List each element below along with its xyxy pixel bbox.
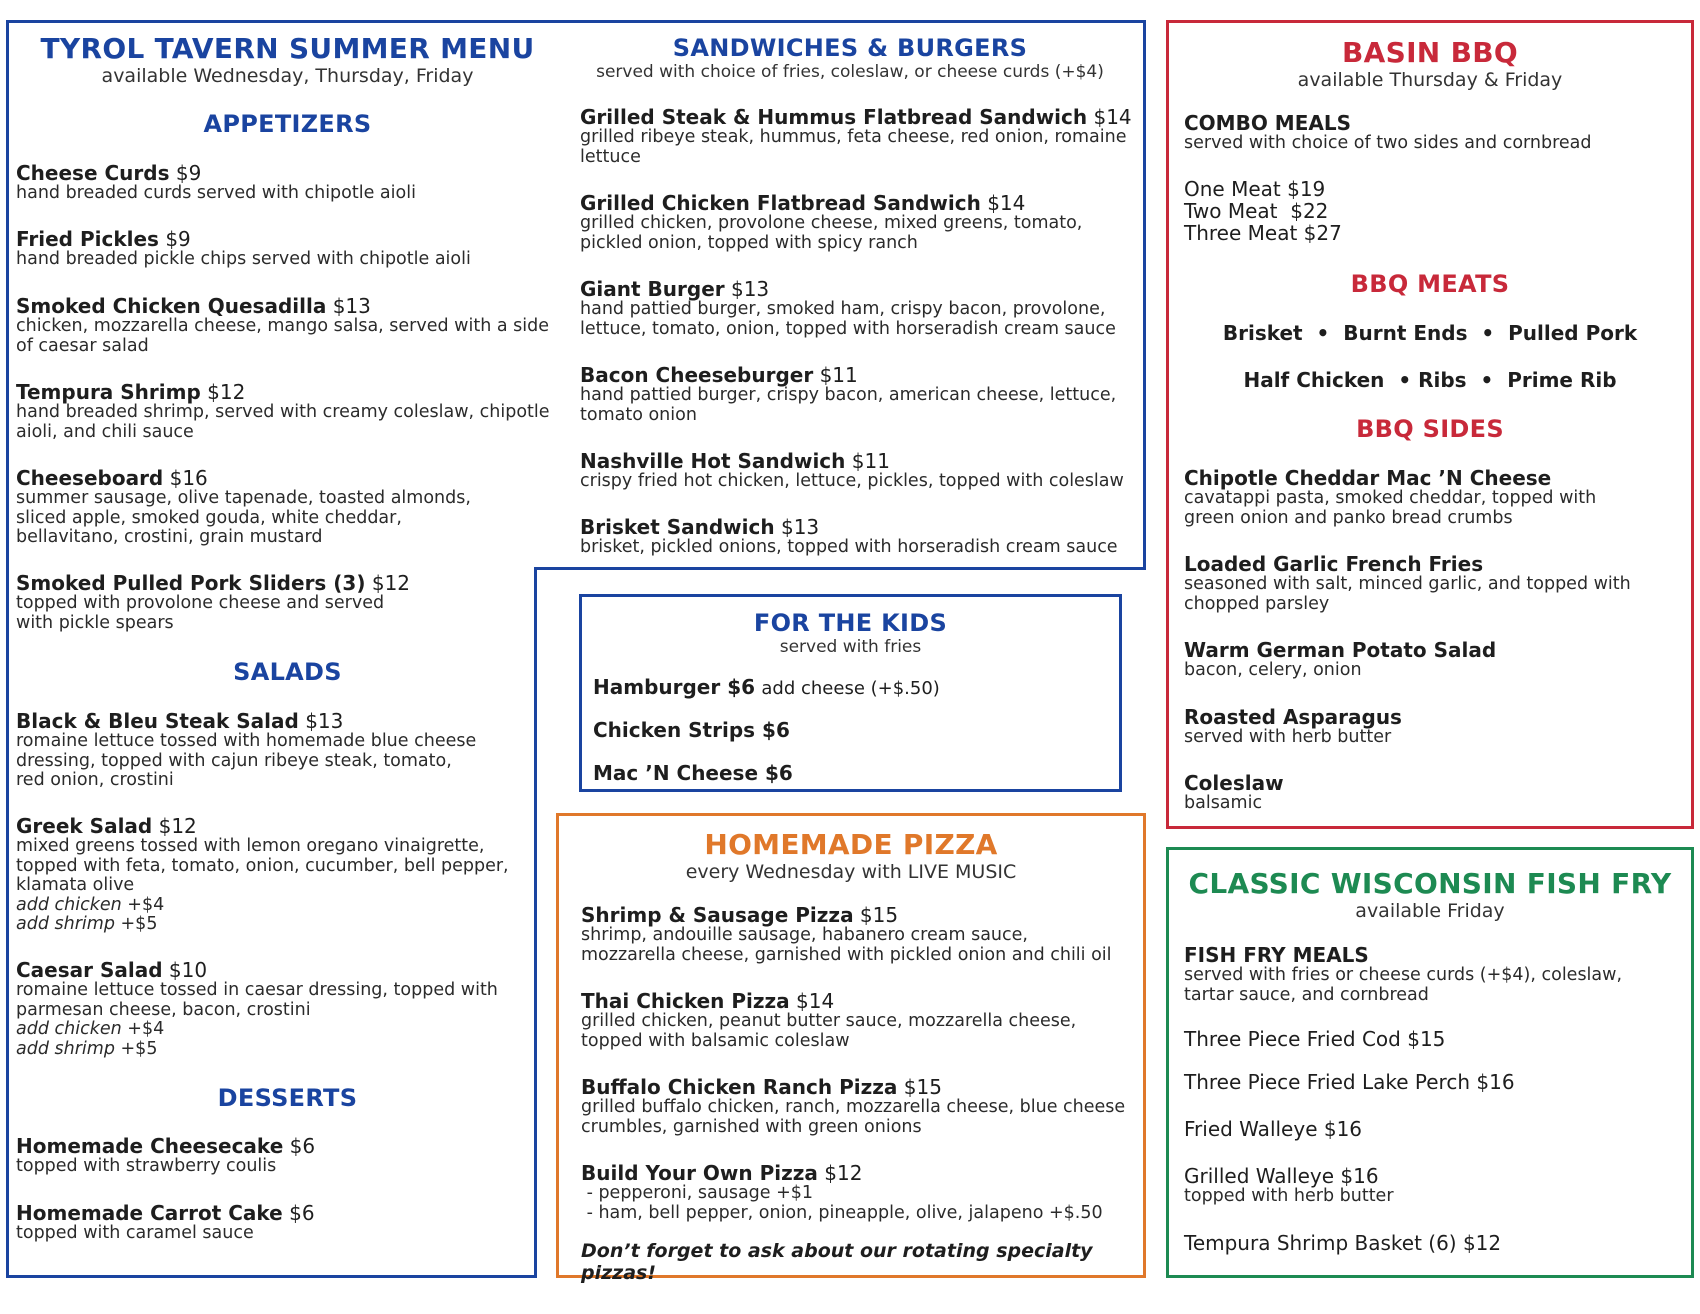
sandwiches-header — [565, 34, 1135, 82]
fishfry-meals: FISH FRY MEALS served with fries or cheese curds (+$4), coleslaw, tartar sauce, and cornbread — [1184, 943, 1623, 1005]
appetizers-heading: APPETIZERS — [203, 110, 372, 138]
menu-item: Grilled Chicken Flatbread Sandwich $14 grilled chicken, provolone cheese, mixed greens, tomato, pickled onion, topped with spicy ranch — [580, 191, 1083, 253]
menu-item: Homemade Cheesecake $6 topped with strawberry coulis — [16, 1134, 316, 1176]
menu-item: Giant Burger $13 hand pattied burger, smoked ham, crispy bacon, provolone, lettuce, tomato, onion, topped with horseradish cream sauce — [580, 277, 1116, 339]
menu-item: Caesar Salad $10 romaine lettuce tossed in caesar dressing, topped with parmesan cheese, bacon, crostini add chicken +$4 add shrimp +$5 — [16, 958, 498, 1059]
menu-item: Smoked Chicken Quesadilla $13 chicken, mozzarella cheese, mango salsa, served with a side of caesar salad — [16, 294, 549, 356]
menu-item: Chicken Strips $6 — [593, 718, 790, 742]
menu-item: Roasted Asparagus served with herb butter — [1184, 705, 1402, 747]
bbq-meats-line: Half Chicken • Ribs • Prime Rib — [1243, 368, 1617, 392]
combo-option: One Meat $19 — [1184, 177, 1326, 201]
bbq-heading: BASIN BBQ — [1342, 36, 1518, 69]
menu-item: Brisket Sandwich $13 brisket, pickled onions, topped with horseradish cream sauce — [580, 515, 1118, 557]
fishfry-item: Three Piece Fried Cod $15 — [1184, 1027, 1446, 1051]
menu-item: Hamburger $6 add cheese (+$.50) — [593, 675, 940, 699]
bbq-box — [1166, 20, 1694, 829]
fishfry-item: Three Piece Fried Lake Perch $16 — [1184, 1070, 1515, 1094]
menu-item: Black & Bleu Steak Salad $13 romaine lettuce tossed with homemade blue cheese dressing, topped with cajun ribeye steak, tomato, red onion, crostini — [16, 709, 477, 790]
fishfry-subtitle: available Friday — [1355, 900, 1505, 922]
menu-item: Coleslaw balsamic — [1184, 771, 1284, 813]
menu-subtitle: available Wednesday, Thursday, Friday — [101, 65, 474, 87]
fishfry-item: Tempura Shrimp Basket (6) $12 — [1184, 1231, 1502, 1255]
menu-item: Cheese Curds $9 hand breaded curds served with chipotle aioli — [16, 161, 416, 203]
combo-option: Three Meat $27 — [1184, 221, 1342, 245]
menu-item: Build Your Own Pizza $12 - pepperoni, sausage +$1 - ham, bell pepper, onion, pineapple, olive, jalapeno +$.50 — [581, 1161, 1103, 1223]
kids-heading: FOR THE KIDS — [753, 609, 948, 637]
sandwiches-subtitle: served with choice of fries, coleslaw, or cheese curds (+$4) — [596, 62, 1104, 82]
menu-item: Thai Chicken Pizza $14 grilled chicken, peanut butter sauce, mozzarella cheese, topped with balsamic coleslaw — [581, 989, 1077, 1051]
main-panel-border-top — [6, 20, 1146, 23]
main-panel-border-mid-horizontal — [534, 567, 1146, 570]
bbq-sides-heading: BBQ SIDES — [1356, 415, 1504, 443]
fishfry-box — [1166, 847, 1694, 1278]
menu-item: Warm German Potato Salad bacon, celery, onion — [1184, 638, 1497, 680]
menu-item: Homemade Carrot Cake $6 topped with caramel sauce — [16, 1201, 315, 1243]
menu-item: Bacon Cheeseburger $11 hand pattied burger, crispy bacon, american cheese, lettuce, tomato onion — [580, 363, 1117, 425]
main-panel-border-bottom — [6, 1275, 537, 1278]
desserts-heading: DESSERTS — [217, 1084, 358, 1112]
menu-item: Chipotle Cheddar Mac ’N Cheese cavatappi pasta, smoked cheddar, topped with green onion and panko bread crumbs — [1184, 466, 1597, 528]
menu-item: Mac ’N Cheese $6 — [593, 761, 793, 785]
fishfry-item: Fried Walleye $16 — [1184, 1117, 1363, 1141]
fishfry-heading: CLASSIC WISCONSIN FISH FRY — [1188, 867, 1672, 900]
menu-item: Tempura Shrimp $12 hand breaded shrimp, served with creamy coleslaw, chipotle aioli, and chili sauce — [16, 380, 550, 442]
combo-option: Two Meat $22 — [1184, 199, 1329, 223]
fishfry-item: Grilled Walleye $16 topped with herb butter — [1184, 1164, 1394, 1206]
menu-item: Cheeseboard $16 summer sausage, olive tapenade, toasted almonds, sliced apple, smoked gouda, white cheddar, bellavitano, crostini, grain mustard — [16, 466, 471, 547]
main-panel-border-left — [6, 20, 9, 1278]
menu-item: Shrimp & Sausage Pizza $15 shrimp, andouille sausage, habanero cream sauce, mozzarella cheese, garnished with pickled onion and chili oil — [581, 903, 1112, 965]
sandwiches-heading: SANDWICHES & BURGERS — [672, 34, 1028, 62]
menu-item: Grilled Steak & Hummus Flatbread Sandwich $14 grilled ribeye steak, hummus, feta cheese, red onion, romaine lettuce — [580, 105, 1132, 167]
menu-title: TYROL TAVERN SUMMER MENU — [40, 32, 535, 65]
main-panel-border-right — [1143, 20, 1146, 570]
pizza-note: Don’t forget to ask about our rotating specialty pizzas! — [581, 1240, 1093, 1284]
bbq-subtitle: available Thursday & Friday — [1297, 69, 1563, 91]
pizza-heading: HOMEMADE PIZZA — [704, 828, 998, 861]
menu-item: Nashville Hot Sandwich $11 crispy fried hot chicken, lettuce, pickles, topped with coleslaw — [580, 449, 1124, 491]
menu-item: Loaded Garlic French Fries seasoned with salt, minced garlic, and topped with chopped parsley — [1184, 552, 1631, 614]
menu-item: Greek Salad $12 mixed greens tossed with lemon oregano vinaigrette, topped with feta, tomato, onion, cucumber, bell pepper, klamata olive add chicken +$4 add shrimp +$5 — [16, 814, 509, 934]
kids-subtitle: served with fries — [779, 637, 922, 657]
menu-item: Buffalo Chicken Ranch Pizza $15 grilled buffalo chicken, ranch, mozzarella cheese, blue cheese crumbles, garnished with green onions — [581, 1075, 1126, 1137]
bbq-meats-line: Brisket • Burnt Ends • Pulled Pork — [1222, 321, 1638, 345]
bbq-meats-heading: BBQ MEATS — [1350, 270, 1510, 298]
combo-meals: COMBO MEALS served with choice of two sides and cornbread — [1184, 111, 1592, 153]
menu-item: Fried Pickles $9 hand breaded pickle chips served with chipotle aioli — [16, 227, 471, 269]
kids-box — [579, 594, 1122, 792]
menu-item: Smoked Pulled Pork Sliders (3) $12 topped with provolone cheese and served with pickle spears — [16, 571, 411, 633]
salads-heading: SALADS — [233, 658, 342, 686]
pizza-box — [556, 813, 1146, 1284]
pizza-subtitle: every Wednesday with LIVE MUSIC — [685, 861, 1017, 883]
menu-header — [10, 32, 565, 87]
